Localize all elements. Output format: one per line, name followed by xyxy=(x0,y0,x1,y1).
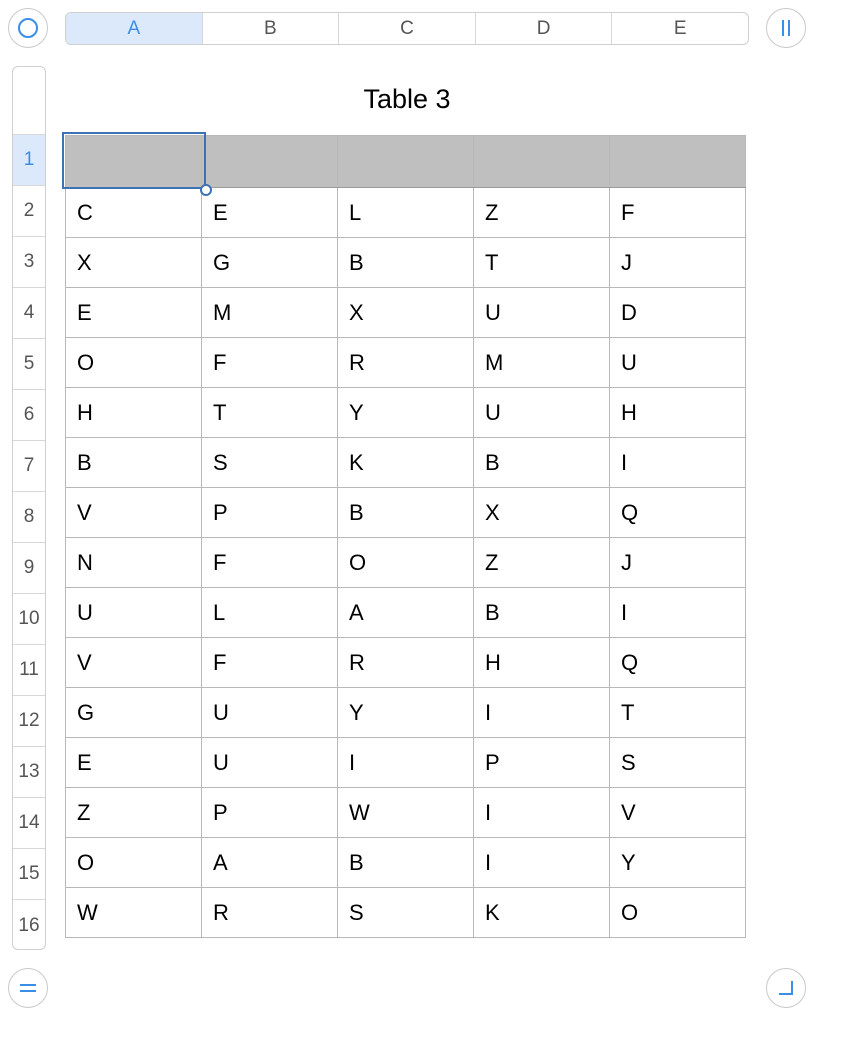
table-cell[interactable]: V xyxy=(610,788,746,838)
table-cell[interactable]: T xyxy=(202,388,338,438)
table-cell[interactable]: G xyxy=(202,238,338,288)
table-cell[interactable]: R xyxy=(202,888,338,938)
column-header-c[interactable]: C xyxy=(339,13,476,44)
table-cell[interactable]: F xyxy=(202,338,338,388)
table-cell[interactable]: S xyxy=(202,438,338,488)
table-row xyxy=(66,738,746,788)
row-header-14[interactable]: 14 xyxy=(13,798,45,849)
table-row xyxy=(66,288,746,338)
table-cell[interactable]: F xyxy=(202,638,338,688)
table-cell[interactable]: Q xyxy=(610,638,746,688)
table-cell[interactable]: M xyxy=(202,288,338,338)
row-header-8[interactable]: 8 xyxy=(13,492,45,543)
table-cell[interactable]: P xyxy=(202,788,338,838)
row-header-12[interactable]: 12 xyxy=(13,696,45,747)
header-cell[interactable] xyxy=(474,136,610,188)
table-cell[interactable]: L xyxy=(202,588,338,638)
table-cell[interactable]: P xyxy=(474,738,610,788)
table-cell[interactable]: I xyxy=(474,838,610,888)
table-row xyxy=(66,788,746,838)
table-row xyxy=(66,538,746,588)
table-cell[interactable]: X xyxy=(66,238,202,288)
table-cell[interactable]: H xyxy=(66,388,202,438)
column-header-b[interactable]: B xyxy=(203,13,340,44)
table-cell[interactable]: H xyxy=(610,388,746,438)
row-header-title-spacer xyxy=(13,67,45,135)
corner-resize-icon xyxy=(776,978,796,998)
table-cell[interactable]: V xyxy=(66,638,202,688)
table-row xyxy=(66,338,746,388)
row-handle-button[interactable] xyxy=(8,968,48,1008)
table-cell[interactable]: J xyxy=(610,238,746,288)
table-cell[interactable]: H xyxy=(474,638,610,688)
table-cell[interactable]: X xyxy=(474,488,610,538)
table-cell[interactable]: G xyxy=(66,688,202,738)
table-cell[interactable]: B xyxy=(338,488,474,538)
table-cell[interactable]: A xyxy=(338,588,474,638)
table-cell[interactable]: W xyxy=(338,788,474,838)
table-cell[interactable]: O xyxy=(610,888,746,938)
table-cell[interactable]: B xyxy=(474,588,610,638)
row-header-2[interactable]: 2 xyxy=(13,186,45,237)
table-cell[interactable]: U xyxy=(610,338,746,388)
horizontal-bars-icon xyxy=(18,980,38,996)
table-cell[interactable]: B xyxy=(338,838,474,888)
table-cell[interactable]: U xyxy=(66,588,202,638)
row-header-4[interactable]: 4 xyxy=(13,288,45,339)
table-row xyxy=(66,588,746,638)
table-cell[interactable]: L xyxy=(338,188,474,238)
table-header-row xyxy=(66,136,746,188)
row-headers xyxy=(12,66,46,950)
table-cell[interactable]: E xyxy=(66,738,202,788)
table-row xyxy=(66,238,746,288)
table-cell[interactable]: T xyxy=(610,688,746,738)
header-cell[interactable] xyxy=(610,136,746,188)
table-cell[interactable]: N xyxy=(66,538,202,588)
table-cell[interactable]: I xyxy=(474,688,610,738)
table-row xyxy=(66,438,746,488)
table-row xyxy=(66,488,746,538)
header-cell[interactable] xyxy=(338,136,474,188)
table-cell[interactable]: I xyxy=(338,738,474,788)
table-row xyxy=(66,888,746,938)
table-cell[interactable]: Y xyxy=(338,388,474,438)
row-header-6[interactable]: 6 xyxy=(13,390,45,441)
row-header-16[interactable]: 16 xyxy=(18,914,40,936)
table-row xyxy=(66,638,746,688)
table-cell[interactable]: I xyxy=(610,438,746,488)
table-cell[interactable]: O xyxy=(66,338,202,388)
table-cell[interactable]: U xyxy=(202,688,338,738)
selection-drag-handle[interactable] xyxy=(200,184,212,196)
table-grid xyxy=(65,135,746,938)
table-cell[interactable]: U xyxy=(202,738,338,788)
table-cell[interactable]: T xyxy=(474,238,610,288)
column-header-e[interactable]: E xyxy=(673,17,687,39)
table-cell[interactable]: U xyxy=(474,388,610,438)
table-cell[interactable]: S xyxy=(338,888,474,938)
table-cell[interactable]: U xyxy=(474,288,610,338)
table-cell[interactable]: Y xyxy=(610,838,746,888)
row-header-1[interactable]: 1 xyxy=(13,135,45,186)
row-header-3[interactable]: 3 xyxy=(13,237,45,288)
table-title[interactable]: Table 3 xyxy=(363,84,451,114)
table-cell[interactable]: Q xyxy=(610,488,746,538)
table-cell[interactable]: I xyxy=(610,588,746,638)
header-cell[interactable] xyxy=(202,136,338,188)
table-cell[interactable]: R xyxy=(338,638,474,688)
row-header-15[interactable]: 15 xyxy=(13,849,45,900)
table-cell[interactable]: I xyxy=(474,788,610,838)
table-cell[interactable]: K xyxy=(474,888,610,938)
table-cell[interactable]: W xyxy=(66,888,202,938)
select-table-button[interactable] xyxy=(8,8,48,48)
row-header-10[interactable]: 10 xyxy=(13,594,45,645)
column-headers xyxy=(65,12,749,45)
table-cell[interactable]: Z xyxy=(474,538,610,588)
table-cell[interactable]: Y xyxy=(338,688,474,738)
column-handle-button[interactable] xyxy=(766,8,806,48)
table-cell[interactable]: C xyxy=(66,188,202,238)
circle-icon xyxy=(17,17,39,39)
table-row xyxy=(66,188,746,238)
table-cell[interactable]: Z xyxy=(474,188,610,238)
table-cell[interactable]: B xyxy=(474,438,610,488)
table-cell[interactable]: O xyxy=(338,538,474,588)
table-cell[interactable]: S xyxy=(610,738,746,788)
table-cell[interactable]: B xyxy=(338,238,474,288)
row-header-5[interactable]: 5 xyxy=(13,339,45,390)
row-header-7[interactable]: 7 xyxy=(13,441,45,492)
table-row xyxy=(66,838,746,888)
table-cell[interactable]: V xyxy=(66,488,202,538)
table-cell[interactable]: M xyxy=(474,338,610,388)
resize-table-button[interactable] xyxy=(766,968,806,1008)
table-cell[interactable]: X xyxy=(338,288,474,338)
table-cell[interactable]: P xyxy=(202,488,338,538)
table-cell[interactable]: K xyxy=(338,438,474,488)
row-header-11[interactable]: 11 xyxy=(13,645,45,696)
table-cell[interactable]: E xyxy=(202,188,338,238)
table-cell[interactable]: R xyxy=(338,338,474,388)
table-cell[interactable]: A xyxy=(202,838,338,888)
table-cell[interactable]: F xyxy=(610,188,746,238)
column-header-a[interactable]: A xyxy=(66,13,203,44)
table-cell[interactable]: O xyxy=(66,838,202,888)
table-row xyxy=(66,688,746,738)
table-cell[interactable]: Z xyxy=(66,788,202,838)
table-cell[interactable]: B xyxy=(66,438,202,488)
column-header-d[interactable]: D xyxy=(476,13,613,44)
table-cell[interactable]: F xyxy=(202,538,338,588)
table-cell[interactable]: E xyxy=(66,288,202,338)
row-header-13[interactable]: 13 xyxy=(13,747,45,798)
header-cell[interactable] xyxy=(66,136,202,188)
vertical-bars-icon xyxy=(778,18,794,38)
table-cell[interactable]: J xyxy=(610,538,746,588)
row-header-9[interactable]: 9 xyxy=(13,543,45,594)
table-cell[interactable]: D xyxy=(610,288,746,338)
table-row xyxy=(66,388,746,438)
